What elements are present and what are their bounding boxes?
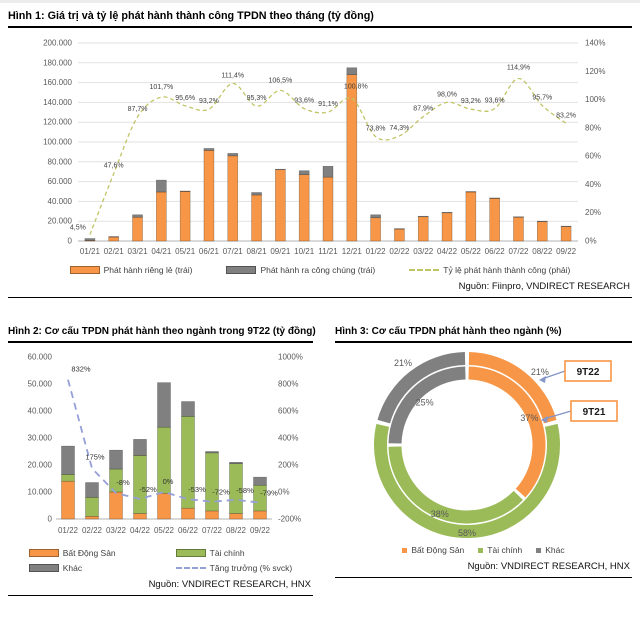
figure-1-chart: [8, 28, 632, 260]
legend-swatch-rect: [29, 564, 59, 572]
svg-text:120%: 120%: [585, 66, 606, 76]
svg-text:21%: 21%: [393, 358, 412, 369]
svg-text:80.000: 80.000: [47, 157, 72, 167]
svg-text:05/22: 05/22: [153, 526, 175, 535]
svg-text:40.000: 40.000: [47, 196, 72, 206]
figure-3-title: Hình 3: Cơ cấu TPDN phát hành theo ngành (%): [335, 326, 562, 337]
svg-text:-79%: -79%: [260, 488, 278, 498]
figure-1-legend: [8, 260, 632, 277]
figure-3-donut-chart: [335, 343, 632, 543]
svg-text:05/22: 05/22: [460, 247, 481, 256]
legend-item: [536, 545, 564, 555]
legend-item: [402, 545, 464, 555]
legend-swatch-rect: [70, 266, 100, 274]
svg-text:93,6%: 93,6%: [294, 97, 315, 105]
svg-text:47,6%: 47,6%: [103, 162, 124, 170]
svg-text:02/22: 02/22: [81, 526, 103, 535]
svg-text:95,3%: 95,3%: [246, 95, 267, 103]
bottom-row: [8, 322, 632, 596]
svg-text:87,9%: 87,9%: [413, 105, 434, 113]
svg-text:20%: 20%: [585, 208, 602, 218]
svg-text:37%: 37%: [520, 412, 539, 423]
svg-text:95,6%: 95,6%: [175, 94, 196, 102]
svg-text:140.000: 140.000: [43, 97, 72, 107]
svg-text:200.000: 200.000: [43, 38, 72, 48]
legend-label: Tài chính: [487, 545, 523, 555]
svg-text:09/21: 09/21: [270, 247, 291, 256]
svg-text:08/22: 08/22: [225, 526, 247, 535]
svg-text:73,8%: 73,8%: [365, 125, 386, 133]
svg-text:05/21: 05/21: [175, 247, 196, 256]
figure-1: [8, 6, 632, 298]
svg-text:111,4%: 111,4%: [221, 72, 245, 80]
svg-text:06/21: 06/21: [198, 247, 219, 256]
svg-text:40%: 40%: [585, 179, 602, 189]
figure-1-source: Nguồn: Fiinpro, VNDIRECT RESEARCH: [458, 281, 630, 292]
svg-text:-58%: -58%: [236, 485, 254, 495]
svg-text:30.000: 30.000: [27, 433, 52, 443]
svg-text:04/22: 04/22: [437, 247, 458, 256]
svg-text:175%: 175%: [85, 452, 105, 462]
svg-text:07/22: 07/22: [508, 247, 529, 256]
svg-text:9T21: 9T21: [582, 407, 606, 418]
svg-text:01/21: 01/21: [79, 247, 100, 256]
svg-text:140%: 140%: [585, 38, 606, 48]
svg-text:04/22: 04/22: [129, 526, 151, 535]
line-labels: [71, 365, 278, 498]
bars-layer: [85, 68, 571, 241]
svg-text:100.000: 100.000: [43, 137, 72, 147]
legend-label: Bất Động Sản: [62, 548, 116, 558]
legend-item: [478, 545, 522, 555]
svg-text:01/22: 01/22: [57, 526, 79, 535]
svg-text:101,7%: 101,7%: [149, 84, 174, 92]
legend-swatch-dash: [409, 269, 439, 271]
figure-3: [335, 322, 632, 596]
svg-text:-72%: -72%: [212, 487, 230, 497]
svg-text:09/22: 09/22: [556, 247, 577, 256]
legend-swatch-rect: [226, 266, 256, 274]
svg-text:93,2%: 93,2%: [199, 98, 219, 106]
svg-text:98,0%: 98,0%: [437, 91, 457, 99]
legend-item: [176, 563, 293, 573]
figure-3-source: Nguồn: VNDIRECT RESEARCH, HNX: [467, 561, 630, 572]
svg-text:58%: 58%: [457, 528, 477, 538]
svg-text:180.000: 180.000: [43, 58, 72, 68]
legend-label: Khác: [545, 545, 565, 555]
svg-text:38%: 38%: [430, 508, 449, 519]
legend-swatch-dot: [478, 548, 483, 553]
legend-swatch-rect: [29, 549, 59, 557]
svg-text:03/22: 03/22: [105, 526, 127, 535]
legend-item: [29, 548, 116, 558]
svg-text:100,8%: 100,8%: [343, 83, 368, 91]
legend-item: [70, 265, 193, 275]
figure-3-bottom-rule: [335, 577, 632, 578]
legend-item: [409, 265, 570, 275]
svg-text:08/21: 08/21: [246, 247, 267, 256]
svg-text:06/22: 06/22: [484, 247, 505, 256]
legend-swatch-dot: [536, 548, 541, 553]
svg-text:20.000: 20.000: [47, 216, 72, 226]
figure-3-legend: [335, 543, 632, 557]
svg-text:120.000: 120.000: [43, 117, 72, 127]
figure-1-title: Hình 1: Giá trị và tỷ lệ phát hành thành công TPDN theo tháng (tỷ đồng): [8, 10, 374, 22]
svg-text:09/22: 09/22: [249, 526, 271, 535]
svg-text:800%: 800%: [278, 379, 299, 389]
svg-text:93,2%: 93,2%: [460, 98, 481, 106]
legend-item: [29, 563, 116, 573]
svg-text:-52%: -52%: [139, 485, 157, 495]
legend-label: Phát hành ra công chúng (trái): [260, 265, 376, 275]
ring-9T22: [381, 359, 554, 532]
svg-text:60.000: 60.000: [27, 352, 52, 362]
legend-swatch-dash: [176, 567, 206, 569]
legend-label: Tăng trưởng (% svck): [209, 563, 293, 573]
figure-2: [8, 322, 316, 596]
svg-text:83,2%: 83,2%: [556, 112, 577, 120]
svg-text:106,5%: 106,5%: [268, 77, 293, 85]
svg-text:-200%: -200%: [278, 514, 302, 524]
svg-text:60%: 60%: [585, 151, 602, 161]
svg-text:07/22: 07/22: [201, 526, 223, 535]
svg-text:-53%: -53%: [188, 485, 206, 495]
svg-text:0%: 0%: [585, 236, 597, 246]
svg-text:03/22: 03/22: [413, 247, 434, 256]
svg-text:06/22: 06/22: [177, 526, 199, 535]
svg-text:4,5%: 4,5%: [69, 224, 86, 232]
svg-text:0: 0: [67, 236, 72, 246]
svg-text:10/21: 10/21: [294, 247, 315, 256]
legend-label: Phát hành riêng lẻ (trái): [103, 265, 193, 275]
figure-2-chart: [8, 343, 313, 543]
svg-text:10.000: 10.000: [27, 487, 52, 497]
figure-2-legend: [8, 543, 313, 575]
svg-text:11/21: 11/21: [318, 247, 338, 256]
svg-text:160.000: 160.000: [43, 78, 72, 88]
figure-1-bottom-rule: [8, 297, 632, 298]
bars-layer: [62, 383, 267, 519]
svg-text:114,9%: 114,9%: [506, 64, 531, 72]
svg-text:74,3%: 74,3%: [389, 124, 410, 132]
svg-text:0%: 0%: [162, 477, 174, 486]
figure-2-title: Hình 2: Cơ cấu TPDN phát hành theo ngành trong 9T22 (tỷ đồng): [8, 326, 316, 337]
legend-label: Tài chính: [209, 548, 245, 558]
svg-text:9T22: 9T22: [576, 367, 600, 378]
legend-label: Bất Động Sản: [411, 545, 465, 555]
svg-text:91,1%: 91,1%: [318, 101, 338, 109]
svg-text:50.000: 50.000: [27, 379, 52, 389]
svg-text:40.000: 40.000: [27, 406, 52, 416]
svg-text:60.000: 60.000: [47, 177, 72, 187]
svg-text:21%: 21%: [530, 367, 549, 378]
svg-text:200%: 200%: [278, 460, 299, 470]
svg-text:02/21: 02/21: [103, 247, 124, 256]
svg-text:80%: 80%: [585, 123, 602, 133]
svg-text:93,6%: 93,6%: [484, 97, 505, 105]
svg-text:02/22: 02/22: [389, 247, 410, 256]
svg-text:08/22: 08/22: [532, 247, 553, 256]
svg-text:07/21: 07/21: [222, 247, 243, 256]
legend-label: Khác: [62, 563, 83, 573]
svg-text:100%: 100%: [585, 95, 606, 105]
svg-text:1000%: 1000%: [278, 352, 303, 362]
report-page: [0, 3, 640, 596]
svg-text:25%: 25%: [415, 397, 434, 408]
ring-9T21: [395, 373, 539, 517]
legend-item: [226, 265, 375, 275]
svg-text:03/21: 03/21: [127, 247, 148, 256]
svg-text:0%: 0%: [278, 487, 290, 497]
svg-text:0: 0: [47, 514, 52, 524]
figure-2-bottom-rule: [8, 595, 313, 596]
svg-text:12/21: 12/21: [341, 247, 362, 256]
svg-text:20.000: 20.000: [27, 460, 52, 470]
svg-text:87,7%: 87,7%: [127, 105, 148, 113]
legend-item: [176, 548, 293, 558]
svg-text:95,7%: 95,7%: [532, 94, 553, 102]
legend-label: Tỷ lệ phát hành thành công (phải): [443, 265, 571, 275]
svg-text:04/21: 04/21: [151, 247, 172, 256]
legend-swatch-dot: [402, 548, 407, 553]
svg-text:-8%: -8%: [116, 478, 130, 488]
legend-swatch-rect: [176, 549, 206, 557]
svg-text:832%: 832%: [71, 364, 91, 374]
svg-text:01/22: 01/22: [365, 247, 386, 256]
svg-text:600%: 600%: [278, 406, 299, 416]
callout-9T22: [539, 361, 611, 383]
svg-text:400%: 400%: [278, 433, 299, 443]
figure-2-source: Nguồn: VNDIRECT RESEARCH, HNX: [148, 579, 311, 590]
